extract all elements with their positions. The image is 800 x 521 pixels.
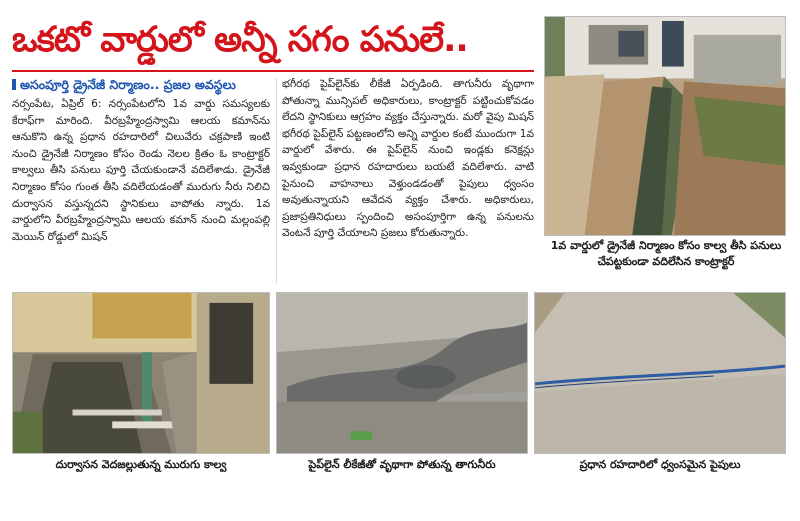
main-photo-caption: 1వ వార్డులో డ్రైనేజీ నిర్మాణం కోసం కాల్వ తీసి పనులు చేపట్టకుండా వదిలేసిన కాంట్రాక్టర్ [550, 239, 782, 268]
caption-broken-pipes: ప్రధాన రహదారిలో ధ్వంసమైన పైపులు [579, 458, 741, 471]
column-divider [276, 78, 277, 284]
article-column-1: నర్సంపేట, ఏప్రిల్ 6: నర్సంపేటలోని 1వ వార్డు సమస్యలకు కేరాఫ్‌గా మారింది. వీరబ్రహ్మేంద్రస్వామి ఆలయ కమాన్‌ను ఆనుకొని ఉన్న ప్రధాన రహదారిలో చిలువేరు చక్రపాణి ఇంటి నుంచి డ్రైనేజీ నిర్మాణం కోసం రెండు నెలల క్రితం ఓ కాంట్రాక్టర్ కాల్వలు తీసి పనులు పూర్తి చేయకుండానే వదిలేశాడు. డ్రైనేజీ నిర్మాణం కోసం గుంత తీసి వదిలేయడంతో మురుగు నీరు నిలిచి దుర్వాసన వస్తున్నదని స్థానికులు వాపోతు న్నారు. 1వ వార్డులోని వీరబ్రహ్మేంద్రస్వామి ఆలయ కమాన్ నుంచి మల్లంపల్లి మెయిన్ రోడ్డులో మిషన్ [12, 98, 270, 243]
article-column-2: భగీరథ పైప్‌లైన్‌కు లీకేజీ ఏర్పడింది. తాగునీరు వృథాగా పోతున్నా మున్సిపల్ అధికారులు, కాంట్రాక్టర్ పట్టించుకోవడం లేదని స్థానికులు ఆగ్రహం వ్యక్తం చేస్తున్నారు. మరో వైపు మిషన్ భగీరథ పైప్‌లైన్ పట్టణంలోని అన్ని వార్డుల కంటే ముందుగా 1వ వార్డులో వేశారు. ఈ పైప్‌లైన్ నుంచి ఇండ్లకు కనెక్షన్లు ఇవ్వకుండా ప్రధాన రహదారులు బయటే వదిలేశారు. వాటి పైనుంచి వాహనాలు వెళ్తుండడంతో పైపులు ధ్వంసం అవుతున్నాయని ఆవేదన వ్యక్తం చేశారు. అధికారులు, ప్రజాప్రతినిధులు స్పందించి అసంపూర్తిగా ఉన్న పనులను వెంటనే పూర్తి చేయాలని ప్రజలు కోరుతున్నారు. [282, 78, 534, 240]
subheadline: అసంపూర్తి డ్రైనేజీ నిర్మాణం.. ప్రజల అవస్థలు [12, 75, 268, 95]
photo-stinking-drain [12, 292, 270, 454]
photo-drain-trench [544, 16, 786, 236]
headline-rule [12, 70, 534, 72]
caption-stinking-drain: దుర్వాసన వెదజల్లుతున్న మురుగు కాల్వ [55, 458, 227, 471]
caption-pipeline-leak: పైప్‌లైన్ లీకేజీతో వృథాగా పోతున్న తాగునీరు [308, 458, 496, 471]
photo-pipeline-leak [276, 292, 528, 454]
headline: ఒకటో వార్డులో అన్నీ సగం పనులే.. [12, 20, 468, 60]
photo-broken-pipes [534, 292, 786, 454]
